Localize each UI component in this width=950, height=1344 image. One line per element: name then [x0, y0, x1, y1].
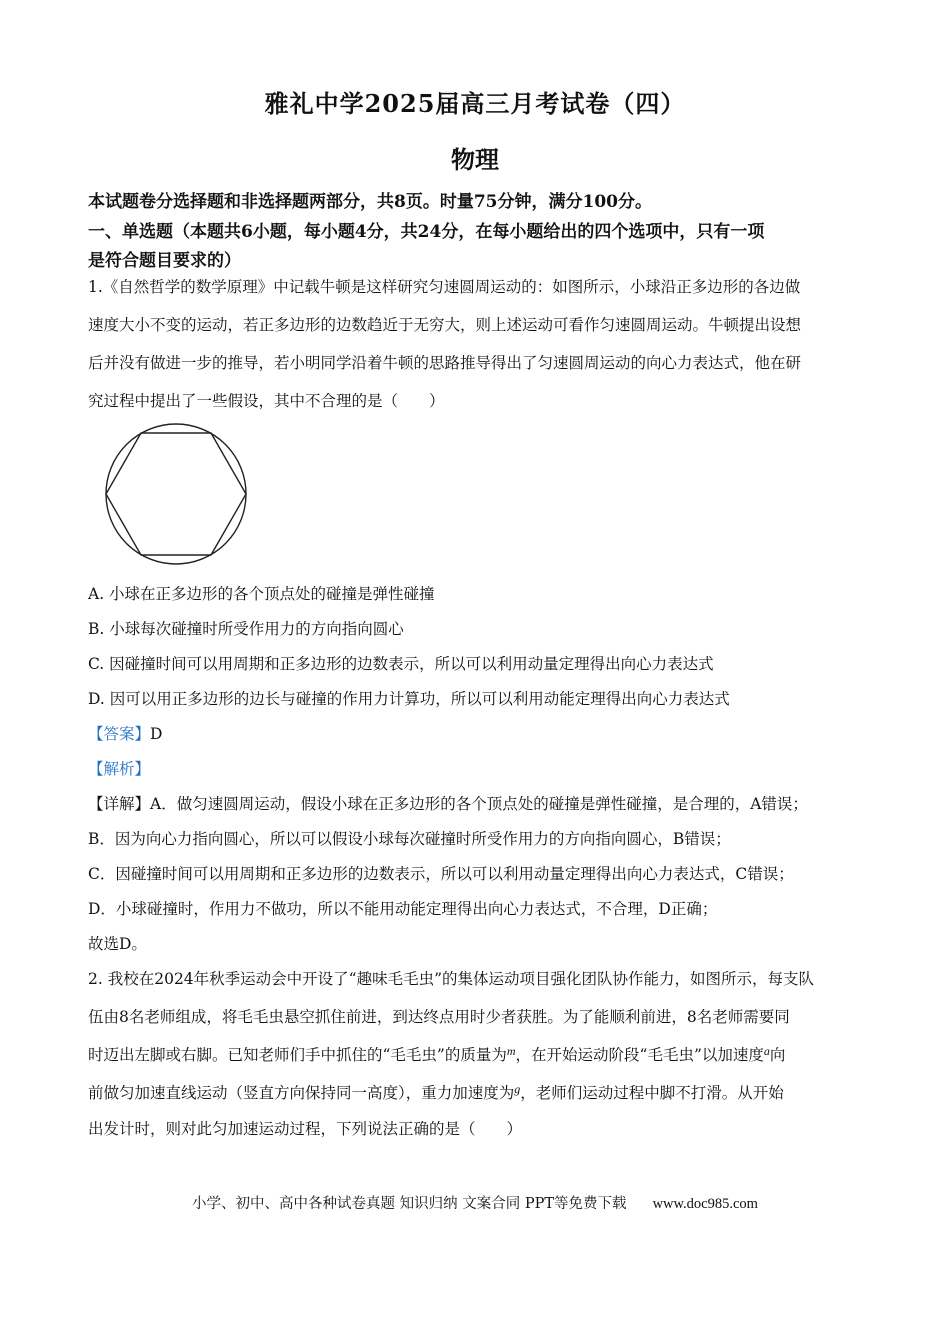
question-1-option-d: D. 因可以用正多边形的边长与碰撞的作用力计算功，所以可以利用动能定理得出向心力表达式 — [88, 690, 730, 708]
stem-text: 向 — [769, 1046, 786, 1064]
stem-text: 前做匀加速直线运动（竖直方向保持同一高度），重力加速度为 — [88, 1084, 515, 1102]
question-2-stem-line: 伍由8名老师组成，将毛毛虫悬空抓住前进，到达终点用时少者获胜。为了能顺利前进，8名老师需要同 — [88, 1008, 790, 1026]
page-title: 雅礼中学2025届高三月考试卷（四） — [264, 89, 686, 118]
question-2-stem-line: 2. 我校在2024年秋季运动会中开设了“趣味毛毛虫”的集体运动项目强化团队协作能力，如图所示，每支队 — [88, 970, 815, 988]
question-1-option-a: A. 小球在正多边形的各个顶点处的碰撞是弹性碰撞 — [88, 585, 435, 603]
subject-heading: 物理 — [451, 145, 499, 174]
detail-text: A．做匀速圆周运动，假设小球在正多边形的各个顶点处的碰撞是弹性碰撞，是合理的，A错误； — [150, 795, 808, 813]
question-1-option-c: C. 因碰撞时间可以用周期和正多边形的边数表示，所以可以利用动量定理得出向心力表达式 — [88, 655, 714, 673]
answer-value: D — [150, 725, 163, 743]
question-1-detail-line: D．小球碰撞时，作用力不做功，所以不能用动能定理得出向心力表达式，不合理，D正确； — [88, 900, 718, 918]
question-1-detail-line — [88, 792, 808, 814]
question-1-detail-line: C．因碰撞时间可以用周期和正多边形的边数表示，所以可以利用动量定理得出向心力表达式，C错误； — [88, 865, 794, 883]
section-one-heading-line2: 是符合题目要求的） — [88, 251, 241, 271]
hexagon-inscribed-in-circle-icon — [100, 421, 252, 567]
question-1-answer — [88, 722, 162, 744]
question-1-stem-line: 速度大小不变的运动，若正多边形的边数趋近于无穷大，则上述运动可看作匀速圆周运动。牛顿提出设想 — [88, 316, 802, 334]
page-footer — [0, 1192, 950, 1213]
question-1-stem-line: 究过程中提出了一些假设，其中不合理的是（ ） — [88, 392, 445, 410]
question-1-detail-line: B．因为向心力指向圆心，所以可以假设小球每次碰撞时所受作用力的方向指向圆心，B错误； — [88, 830, 731, 848]
footer-text: 小学、初中、高中各种试卷真题 知识归纳 文案合同 PPT等免费下载 — [192, 1196, 627, 1212]
variable-g: g — [514, 1082, 521, 1096]
section-one-heading-line1: 一、单选题（本题共6小题，每小题4分，共24分，在每小题给出的四个选项中，只有一项 — [88, 222, 765, 242]
stem-text: ，在开始运动阶段“毛毛虫”以加速度 — [515, 1046, 764, 1064]
question-1-stem-line: 后并没有做进一步的推导，若小明同学沿着牛顿的思路推导得出了匀速圆周运动的向心力表达式，他在研 — [88, 354, 802, 372]
variable-a: a — [763, 1044, 770, 1058]
question-2-stem-line: 出发计时，则对此匀加速运动过程，下列说法正确的是（ ） — [88, 1120, 523, 1138]
question-1-option-b: B. 小球每次碰撞时所受作用力的方向指向圆心 — [88, 620, 404, 638]
stem-text: 时迈出左脚或右脚。已知老师们手中抓住的“毛毛虫”的质量为 — [88, 1046, 507, 1064]
variable-m: m — [506, 1044, 516, 1058]
question-1-analysis-label — [88, 757, 150, 779]
footer-url-link[interactable]: www.doc985.com — [652, 1196, 758, 1212]
answer-label: 【答案】 — [88, 725, 151, 743]
exam-intro: 本试题卷分选择题和非选择题两部分，共8页。时量75分钟，满分100分。 — [88, 192, 652, 212]
question-2-stem-line — [88, 1081, 784, 1103]
analysis-label: 【解析】 — [88, 760, 151, 778]
question-2-stem-line — [88, 1043, 785, 1065]
stem-text: ，老师们运动过程中脚不打滑。从开始 — [520, 1084, 784, 1102]
detail-label: 【详解】 — [88, 795, 151, 813]
question-1-stem-line: 1.《自然哲学的数学原理》中记载牛顿是这样研究匀速圆周运动的：如图所示，小球沿正多边形的各边做 — [88, 278, 801, 296]
question-1-conclusion: 故选D。 — [88, 935, 147, 953]
